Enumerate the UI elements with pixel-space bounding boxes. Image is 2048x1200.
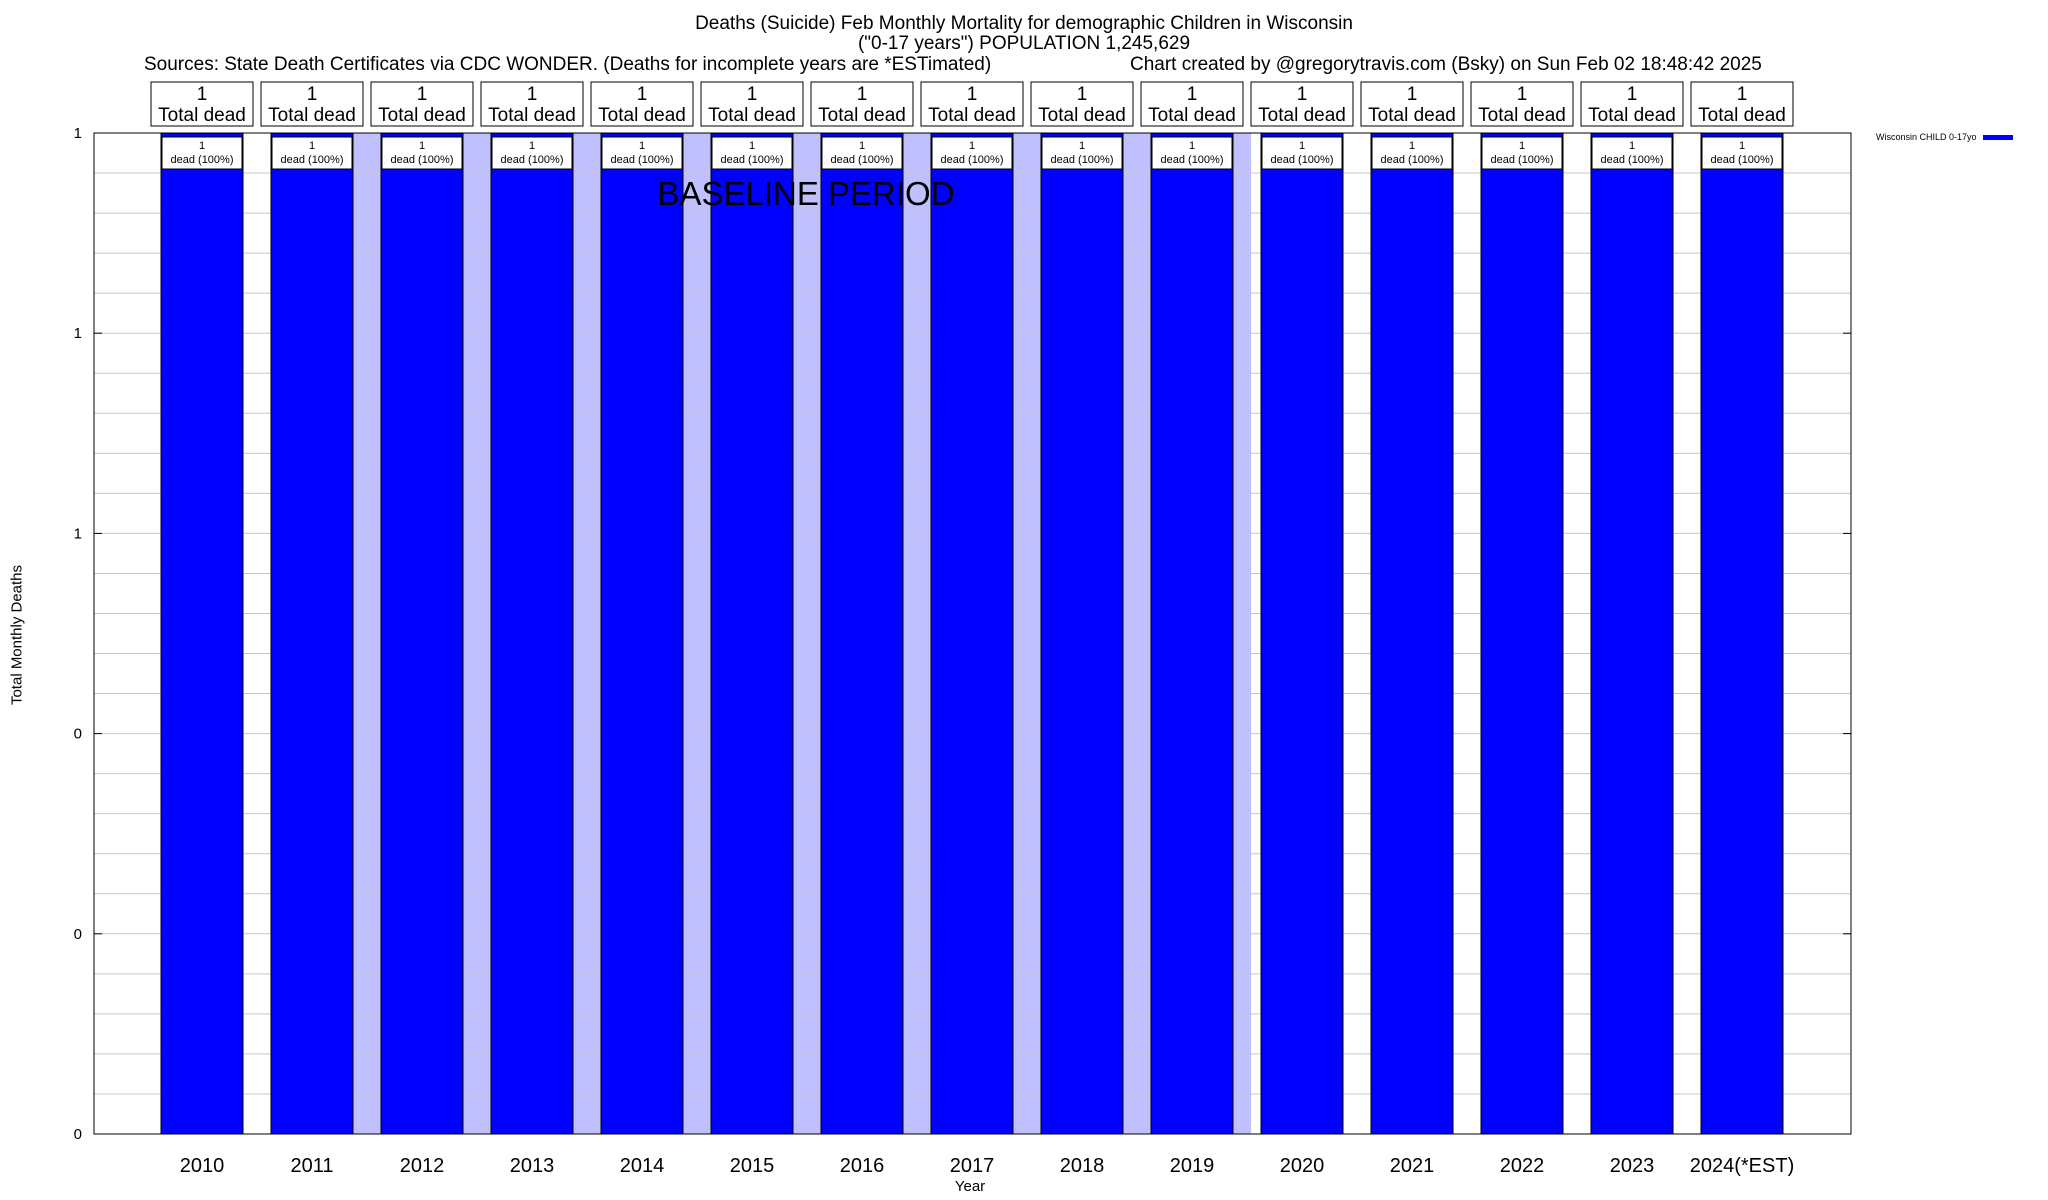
bar-value-count: 1 [1518, 140, 1526, 152]
x-tick-label: 2016 [839, 1155, 885, 1177]
x-tick-label: 2024(*EST) [1689, 1155, 1795, 1177]
legend [1876, 130, 2013, 144]
total-dead-count: 1 [746, 84, 758, 105]
total-dead-count: 1 [196, 84, 208, 105]
total-dead-label: Total dead [488, 105, 576, 126]
baseline-period-label: BASELINE PERIOD [657, 175, 955, 212]
bar-value-label: dead (100%) [1380, 154, 1444, 166]
total-dead-label: Total dead [1148, 105, 1236, 126]
total-dead-label: Total dead [708, 105, 796, 126]
chart-credit: Chart created by @gregorytravis.com (Bsky) on Sun Feb 02 18:48:42 2025 [1130, 54, 1762, 75]
bar-value-count: 1 [1078, 140, 1086, 152]
bar-2015 [711, 133, 793, 1134]
total-dead-label: Total dead [378, 105, 466, 126]
total-dead-label: Total dead [598, 105, 686, 126]
total-dead-count: 1 [1296, 84, 1308, 105]
bar-value-label: dead (100%) [830, 154, 894, 166]
bar-2013 [491, 133, 573, 1134]
bar-value-count: 1 [528, 140, 536, 152]
bar-value-label: dead (100%) [1050, 154, 1114, 166]
bar-2024(*EST) [1701, 133, 1783, 1134]
total-dead-label: Total dead [1368, 105, 1456, 126]
x-tick-label: 2013 [509, 1155, 555, 1177]
bar-2010 [161, 133, 243, 1134]
x-tick-label: 2012 [399, 1155, 445, 1177]
x-tick-label: 2017 [949, 1155, 995, 1177]
total-dead-count: 1 [1736, 84, 1748, 105]
total-dead-count: 1 [1626, 84, 1638, 105]
x-tick-label: 2023 [1609, 1155, 1655, 1177]
bar-value-label: dead (100%) [390, 154, 454, 166]
bar-2011 [271, 133, 353, 1134]
legend-swatch [1983, 135, 2013, 140]
y-tick-label: 1 [73, 125, 82, 142]
bar-value-label: dead (100%) [500, 154, 564, 166]
bar-value-count: 1 [308, 140, 316, 152]
sources-note: Sources: State Death Certificates via CDC WONDER. (Deaths for incomplete years are *ESTimated) [144, 54, 992, 75]
total-dead-count: 1 [1076, 84, 1088, 105]
total-dead-label: Total dead [1478, 105, 1566, 126]
bar-value-count: 1 [1408, 140, 1416, 152]
x-tick-label: 2021 [1389, 1155, 1435, 1177]
bar-value-count: 1 [1738, 140, 1746, 152]
bar-value-count: 1 [748, 140, 756, 152]
x-axis-title: Year [954, 1178, 986, 1195]
y-tick-label: 0 [73, 925, 82, 943]
x-tick-label: 2022 [1499, 1155, 1545, 1177]
total-dead-label: Total dead [818, 105, 906, 126]
x-tick-label: 2020 [1279, 1155, 1325, 1177]
bar-value-count: 1 [198, 140, 206, 152]
bar-value-count: 1 [1628, 140, 1636, 152]
bar-value-label: dead (100%) [720, 154, 784, 166]
bar-value-label: dead (100%) [1490, 154, 1554, 166]
bar-value-count: 1 [858, 140, 866, 152]
bar-value-label: dead (100%) [280, 154, 344, 166]
x-tick-label: 2014 [619, 1155, 665, 1177]
total-dead-label: Total dead [1698, 105, 1786, 126]
total-dead-count: 1 [306, 84, 318, 105]
total-dead-label: Total dead [158, 105, 246, 126]
bar-2019 [1151, 133, 1233, 1134]
chart-title: Deaths (Suicide) Feb Monthly Mortality for demographic Children in Wisconsin [695, 13, 1353, 34]
total-dead-label: Total dead [1038, 105, 1126, 126]
x-tick-label: 2015 [729, 1155, 775, 1177]
bar-value-count: 1 [638, 140, 646, 152]
x-tick-label: 2010 [179, 1155, 225, 1177]
bar-value-count: 1 [1188, 140, 1196, 152]
total-dead-count: 1 [1406, 84, 1418, 105]
y-tick-label: 0 [73, 725, 82, 743]
bar-value-count: 1 [1298, 140, 1306, 152]
bar-value-label: dead (100%) [170, 154, 234, 166]
total-dead-label: Total dead [1258, 105, 1346, 126]
legend-label: Wisconsin CHILD 0-17yo [1876, 132, 1977, 142]
y-tick-label: 1 [73, 325, 82, 343]
y-tick-label: 1 [73, 525, 82, 543]
total-dead-count: 1 [636, 84, 648, 105]
bar-value-count: 1 [418, 140, 426, 152]
total-dead-count: 1 [1516, 84, 1528, 105]
bar-value-count: 1 [968, 140, 976, 152]
x-tick-label: 2018 [1059, 1155, 1105, 1177]
y-axis-title: Total Monthly Deaths [8, 564, 26, 706]
bar-2017 [931, 133, 1013, 1134]
bar-2012 [381, 133, 463, 1134]
y-tick-label: 0 [73, 1126, 82, 1143]
bar-2018 [1041, 133, 1123, 1134]
bar-value-label: dead (100%) [940, 154, 1004, 166]
total-dead-count: 1 [416, 84, 428, 105]
total-dead-label: Total dead [268, 105, 356, 126]
bar-value-label: dead (100%) [1710, 154, 1774, 166]
total-dead-count: 1 [526, 84, 538, 105]
x-tick-label: 2019 [1169, 1155, 1215, 1177]
bar-2023 [1591, 133, 1673, 1134]
bar-value-label: dead (100%) [1600, 154, 1664, 166]
x-tick-label: 2011 [290, 1155, 334, 1177]
bar-value-label: dead (100%) [610, 154, 674, 166]
bar-2016 [821, 133, 903, 1134]
total-dead-count: 1 [966, 84, 978, 105]
bar-2022 [1481, 133, 1563, 1134]
total-dead-count: 1 [1186, 84, 1198, 105]
chart-subtitle: ("0-17 years") POPULATION 1,245,629 [857, 33, 1191, 54]
total-dead-label: Total dead [1588, 105, 1676, 126]
bar-2014 [601, 133, 683, 1134]
bar-value-label: dead (100%) [1160, 154, 1224, 166]
bar-2020 [1261, 133, 1343, 1134]
bar-2021 [1371, 133, 1453, 1134]
total-dead-count: 1 [856, 84, 868, 105]
bar-value-label: dead (100%) [1270, 154, 1334, 166]
total-dead-label: Total dead [928, 105, 1016, 126]
